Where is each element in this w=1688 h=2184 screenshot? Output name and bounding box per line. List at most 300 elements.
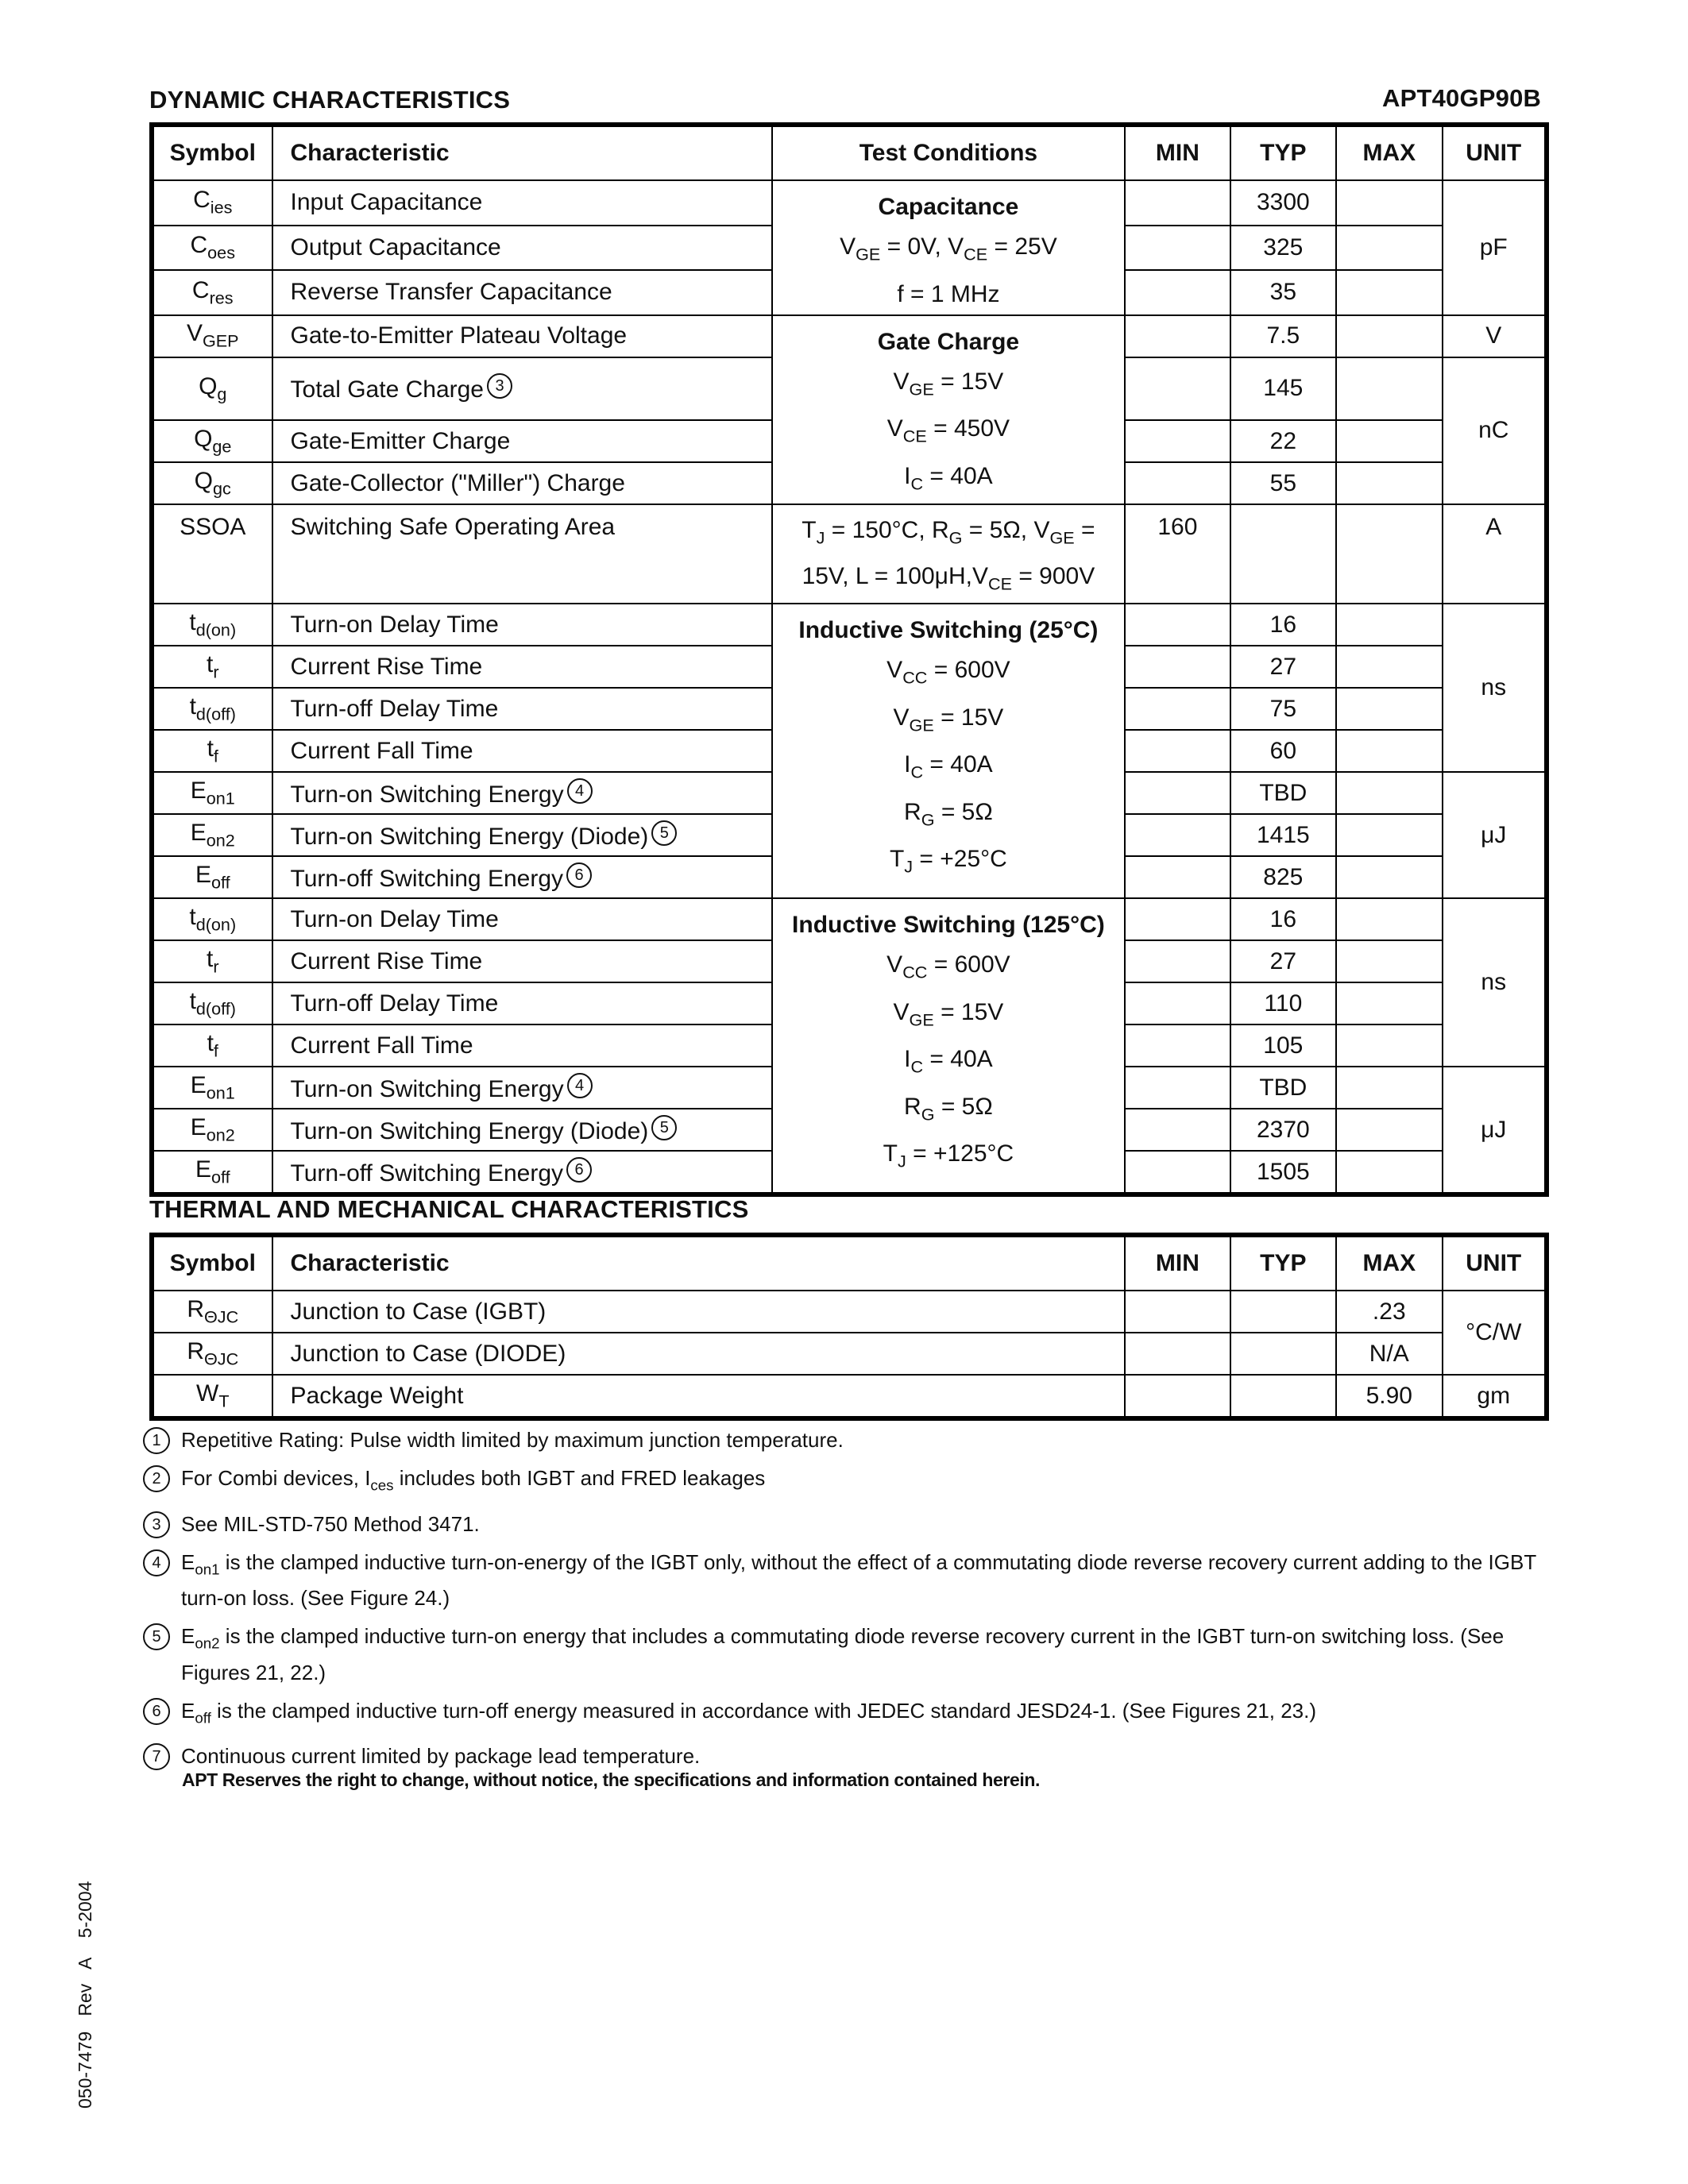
symbol-subscript: ΘJC [204, 1349, 239, 1369]
cell-min [1125, 940, 1230, 982]
cell-typ: 60 [1230, 730, 1336, 772]
cell-max: 5.90 [1336, 1375, 1442, 1418]
cell-symbol [152, 1375, 272, 1418]
condition-line-subscript: J [897, 1152, 906, 1172]
cell-symbol [152, 982, 272, 1024]
cell-max: N/A [1336, 1333, 1442, 1375]
cond-value: = 0V, [880, 233, 948, 260]
cond-value: = 150°C, [825, 517, 932, 544]
cell-unit: V [1443, 315, 1547, 357]
characteristic-text: Input Capacitance [290, 189, 483, 216]
footnote-text: Continuous current limited by package lead temperature. [181, 1744, 701, 1769]
symbol-main: C [191, 276, 210, 303]
cell-symbol [152, 1067, 272, 1109]
condition-line-subscript: C [910, 473, 924, 494]
footnote-number: 7 [143, 1743, 170, 1770]
cell-unit: μJ [1443, 1067, 1547, 1194]
cell-max [1336, 940, 1442, 982]
symbol-main: R [187, 1295, 204, 1322]
footnote-item [143, 1696, 1541, 1733]
cell-max [1336, 688, 1442, 730]
header-symbol: Symbol [152, 1235, 272, 1291]
cell-symbol [152, 814, 272, 856]
footnote-text: See MIL-STD-750 Method 3471. [181, 1511, 480, 1536]
cond-symbol: V [971, 562, 988, 589]
cell-typ: 16 [1230, 604, 1336, 646]
cell-typ: 3300 [1230, 180, 1336, 226]
symbol-subscript: off [211, 1167, 230, 1187]
symbol-main: E [190, 1072, 207, 1098]
cell-typ: 1415 [1230, 814, 1336, 856]
header-typ: TYP [1230, 1235, 1336, 1291]
symbol-main: Q [194, 425, 213, 452]
cell-min [1125, 357, 1230, 421]
footnote-ref: 6 [566, 1157, 592, 1183]
cell-typ [1230, 1375, 1336, 1418]
condition-line [773, 839, 1125, 887]
characteristic-text: Turn-on Switching Energy (Diode) [290, 823, 649, 850]
cell-typ: 105 [1230, 1024, 1336, 1067]
cell-symbol [152, 180, 272, 226]
condition-line-value: = 5Ω [934, 1093, 993, 1120]
cell-symbol [152, 462, 272, 504]
characteristic-text: Turn-on Switching Energy (Diode) [290, 1117, 649, 1144]
cell-max [1336, 315, 1442, 357]
cell-min [1125, 1151, 1230, 1194]
cell-symbol [152, 1151, 272, 1194]
cell-characteristic [272, 856, 772, 898]
cell-max [1336, 226, 1442, 271]
condition-line-value: = 5Ω [934, 798, 993, 825]
cell-typ [1230, 1291, 1336, 1333]
condition-line [773, 993, 1125, 1040]
cell-unit: A [1443, 504, 1547, 604]
cell-max: .23 [1336, 1291, 1442, 1333]
characteristic-text: Output Capacitance [290, 233, 501, 260]
cell-symbol [152, 1024, 272, 1067]
cell-symbol [152, 604, 272, 646]
cell-typ: 110 [1230, 982, 1336, 1024]
cell-characteristic [272, 982, 772, 1024]
footnote-number: 3 [143, 1511, 170, 1538]
cell-typ: 7.5 [1230, 315, 1336, 357]
footnote-symbol: E [181, 1698, 195, 1723]
cell-typ: 35 [1230, 270, 1336, 315]
cell-symbol [152, 420, 272, 462]
condition-line-value: = 40A [923, 1046, 993, 1073]
characteristic-text: Current Rise Time [290, 653, 483, 680]
cond-value: = 900V [1011, 562, 1095, 589]
cell-characteristic [272, 772, 772, 814]
cell-min [1125, 1333, 1230, 1375]
cell-characteristic [272, 688, 772, 730]
cell-max [1336, 180, 1442, 226]
cell-symbol [152, 646, 272, 688]
condition-line [773, 227, 1125, 275]
cell-test-conditions [772, 504, 1126, 604]
characteristic-text: Current Fall Time [290, 737, 473, 764]
cell-max [1336, 357, 1442, 421]
footnote-symbol: E [181, 1549, 195, 1574]
header-max: MAX [1336, 125, 1442, 180]
symbol-main: C [190, 232, 208, 258]
cell-max [1336, 856, 1442, 898]
cell-unit: ns [1443, 604, 1547, 772]
characteristic-text: Turn-off Switching Energy [290, 1160, 564, 1187]
condition-line-value: = 450V [926, 415, 1010, 442]
cell-min [1125, 898, 1230, 940]
cell-min [1125, 730, 1230, 772]
cell-typ [1230, 504, 1336, 604]
cell-unit: μJ [1443, 772, 1547, 898]
condition-title: Capacitance [878, 194, 1019, 220]
table-row [152, 1291, 1547, 1333]
cell-min [1125, 856, 1230, 898]
condition-line [773, 650, 1125, 698]
cell-characteristic [272, 270, 772, 315]
cell-symbol [152, 270, 272, 315]
condition-line-subscript: J [904, 857, 914, 878]
condition-line-value: = 15V [933, 368, 1004, 395]
symbol-subscript: on1 [206, 788, 235, 808]
symbol-subscript: r [213, 956, 219, 977]
condition-line-symbol: V [893, 368, 910, 395]
table-row [152, 315, 1547, 357]
characteristic-text: Total Gate Charge [290, 376, 484, 403]
cell-min [1125, 462, 1230, 504]
header-max: MAX [1336, 1235, 1442, 1291]
condition-line-subscript: CE [902, 426, 927, 446]
cell-test-conditions [772, 604, 1126, 898]
cell-typ: 2370 [1230, 1109, 1336, 1151]
symbol-subscript: ge [212, 436, 232, 457]
cell-symbol [152, 688, 272, 730]
cell-max [1336, 898, 1442, 940]
cell-symbol [152, 504, 272, 604]
condition-line-value: = +125°C [906, 1140, 1014, 1167]
condition-line-subscript: C [910, 762, 924, 782]
characteristic-text: Turn-on Switching Energy [290, 781, 564, 808]
symbol-main: V [186, 320, 203, 347]
symbol-subscript: d(off) [195, 998, 236, 1019]
cell-symbol [152, 1333, 272, 1375]
cell-max [1336, 1067, 1442, 1109]
cell-typ: 1505 [1230, 1151, 1336, 1194]
table-row [152, 604, 1547, 646]
cell-typ: 75 [1230, 688, 1336, 730]
cell-typ: 27 [1230, 940, 1336, 982]
cell-typ [1230, 1333, 1336, 1375]
cell-symbol [152, 315, 272, 357]
cell-min [1125, 982, 1230, 1024]
cond-value: = 25V [987, 233, 1057, 260]
footnote-subscript: on2 [195, 1634, 220, 1652]
symbol-subscript: gc [213, 478, 231, 499]
cell-max [1336, 1109, 1442, 1151]
footnote-ref: 5 [651, 1115, 677, 1140]
characteristic-text: Turn-off Delay Time [290, 695, 499, 722]
cell-unit: gm [1443, 1375, 1547, 1418]
cond-subscript: G [948, 527, 963, 548]
cell-characteristic [272, 462, 772, 504]
symbol-subscript: off [211, 872, 230, 893]
cond-value: = 5Ω, [962, 517, 1034, 544]
disclaimer: APT Reserves the right to change, without notice, the specifications and information contained herein. [182, 1769, 1040, 1790]
cell-unit: ns [1443, 898, 1547, 1067]
footnote-number: 5 [143, 1623, 170, 1650]
cell-max [1336, 604, 1442, 646]
characteristic-text: Turn-on Delay Time [290, 905, 499, 932]
condition-line-value: = 15V [933, 704, 1004, 731]
symbol-subscript: oes [207, 242, 235, 263]
symbol-subscript: d(on) [195, 914, 237, 935]
symbol-subscript: g [217, 384, 227, 404]
cell-characteristic [272, 940, 772, 982]
symbol-subscript: res [209, 287, 234, 308]
characteristic-text: Turn-on Delay Time [290, 611, 499, 638]
symbol-main: E [190, 778, 207, 804]
header-symbol: Symbol [152, 125, 272, 180]
cell-characteristic: Junction to Case (IGBT) [272, 1291, 1126, 1333]
symbol-main: t [189, 693, 196, 720]
footnote-number: 2 [143, 1465, 170, 1492]
header-min: MIN [1125, 125, 1230, 180]
footnote-subscript: off [195, 1709, 211, 1727]
footnote-text: is the clamped inductive turn-on-energy of the IGBT only, without the effect of a commutating diode reverse recovery current adding to the IGBT turn-on loss. (See Figure 24.) [181, 1549, 1536, 1611]
condition-line-symbol: V [886, 657, 903, 684]
dynamic-characteristics-table [149, 122, 1549, 1197]
symbol-subscript: d(off) [195, 704, 236, 724]
condition-line [773, 945, 1125, 993]
condition-line-symbol: V [886, 951, 903, 978]
characteristic-text: Gate-to-Emitter Plateau Voltage [290, 322, 628, 349]
header-test-conditions: Test Conditions [772, 125, 1126, 180]
table-row [152, 898, 1547, 940]
ssoa-condition-line [773, 558, 1125, 604]
condition-title: Inductive Switching (125°C) [792, 912, 1105, 939]
cell-typ: 145 [1230, 357, 1336, 421]
footnote-number: 4 [143, 1549, 170, 1576]
cell-characteristic: Package Weight [272, 1375, 1126, 1418]
condition-line-symbol: I [904, 1046, 911, 1073]
symbol-main: W [195, 1379, 219, 1406]
condition-line-symbol: V [893, 704, 910, 731]
cell-min [1125, 1024, 1230, 1067]
cell-typ: 22 [1230, 420, 1336, 462]
footnotes [143, 1426, 1541, 1780]
footnote-text: Repetitive Rating: Pulse width limited by maximum junction temperature. [181, 1428, 844, 1452]
header-characteristic: Characteristic [272, 1235, 1126, 1291]
footnote-item [143, 1742, 1541, 1770]
condition-line-symbol: I [904, 751, 911, 778]
cell-characteristic [272, 730, 772, 772]
condition-line [773, 745, 1125, 793]
symbol-main: E [190, 1114, 207, 1140]
characteristic-text: Current Fall Time [290, 1032, 473, 1059]
symbol-main: t [189, 988, 196, 1014]
footnote-text: is the clamped inductive turn-on energy that includes a commutating diode reverse recovery current in the IGBT turn-on switching loss. (See Figures 21, 22.) [181, 1624, 1505, 1684]
ssoa-condition-line [773, 511, 1125, 558]
symbol-main: E [190, 820, 207, 846]
condition-line-value: = 15V [933, 998, 1004, 1025]
header-characteristic: Characteristic [272, 125, 772, 180]
cond-symbol: V [948, 233, 964, 260]
condition-line [773, 409, 1125, 457]
cell-min [1125, 315, 1230, 357]
cell-max [1336, 462, 1442, 504]
cond-symbol: V [840, 233, 856, 260]
cell-test-conditions [772, 898, 1126, 1194]
condition-line-symbol: R [904, 1093, 921, 1120]
part-number: APT40GP90B [1382, 84, 1542, 112]
characteristic-text: Current Rise Time [290, 947, 483, 974]
cell-symbol [152, 226, 272, 271]
cell-typ: TBD [1230, 1067, 1336, 1109]
condition-line [773, 1134, 1125, 1182]
cell-max [1336, 1151, 1442, 1194]
cell-unit: pF [1443, 180, 1547, 315]
cell-typ: 325 [1230, 226, 1336, 271]
condition-line-value: = +25°C [913, 846, 1007, 873]
characteristic-text: Reverse Transfer Capacitance [290, 279, 612, 306]
footnote-ref: 4 [567, 778, 593, 804]
cond-symbol: V [1033, 517, 1050, 544]
condition-line [773, 793, 1125, 840]
symbol-main: t [207, 735, 214, 762]
cell-min [1125, 1067, 1230, 1109]
condition-line: f = 1 MHz [897, 280, 1000, 307]
footnote-number: 6 [143, 1698, 170, 1725]
cond-subscript: J [816, 527, 825, 548]
condition-line-symbol: V [886, 415, 903, 442]
header-min: MIN [1125, 1235, 1230, 1291]
footnote-ref: 3 [487, 373, 512, 399]
condition-line-symbol: T [889, 846, 905, 873]
cond-subscript: GE [1049, 527, 1075, 548]
cell-min [1125, 688, 1230, 730]
symbol-subscript: on2 [206, 1125, 235, 1145]
cell-max [1336, 1024, 1442, 1067]
footnote-subscript: on1 [195, 1561, 220, 1578]
symbol-main: SSOA [180, 514, 246, 541]
cond-value: 15V, L = 100μH, [802, 562, 972, 589]
condition-line-subscript: GE [909, 379, 934, 399]
cell-test-conditions [772, 315, 1126, 505]
cell-typ: 16 [1230, 898, 1336, 940]
condition-line-symbol: I [904, 462, 911, 489]
cell-min [1125, 270, 1230, 315]
cell-symbol [152, 730, 272, 772]
characteristic-text: Gate-Collector ("Miller") Charge [290, 469, 625, 496]
condition-line-value: = 600V [927, 951, 1010, 978]
footnote-item [143, 1548, 1541, 1613]
footnote-item [143, 1426, 1541, 1454]
cell-min [1125, 1109, 1230, 1151]
cond-subscript: GE [856, 244, 881, 264]
footnote-text: is the clamped inductive turn-off energy measured in accordance with JEDEC standard JESD24-1. (See Figures 21, 23.) [211, 1698, 1317, 1723]
footnote-symbol: I [365, 1466, 371, 1490]
condition-line-subscript: G [921, 809, 935, 830]
cell-min [1125, 772, 1230, 814]
footnote-ref: 5 [651, 820, 677, 846]
characteristic-text: Switching Safe Operating Area [290, 514, 616, 541]
cell-min [1125, 420, 1230, 462]
cell-characteristic [272, 646, 772, 688]
condition-line-subscript: G [921, 1104, 935, 1125]
condition-line-symbol: R [904, 798, 921, 825]
cell-max [1336, 730, 1442, 772]
cell-min: 160 [1125, 504, 1230, 604]
cell-min [1125, 814, 1230, 856]
footnote-item [143, 1510, 1541, 1538]
condition-line-value: = 600V [927, 657, 1010, 684]
characteristic-text: Turn-off Switching Energy [290, 865, 564, 892]
header-unit: UNIT [1443, 1235, 1547, 1291]
symbol-subscript: r [213, 662, 219, 682]
table-header-row [152, 1235, 1547, 1291]
cell-symbol [152, 940, 272, 982]
cell-max [1336, 646, 1442, 688]
header-typ: TYP [1230, 125, 1336, 180]
condition-line-value: = 40A [923, 751, 993, 778]
characteristic-text: Turn-off Delay Time [290, 990, 499, 1017]
cell-typ: 55 [1230, 462, 1336, 504]
cell-characteristic [272, 1109, 772, 1151]
cell-characteristic [272, 226, 772, 271]
table-row [152, 504, 1547, 604]
cell-test-conditions [772, 180, 1126, 315]
symbol-subscript: on2 [206, 830, 235, 851]
table-header-row [152, 125, 1547, 180]
cell-min [1125, 1375, 1230, 1418]
cell-min [1125, 604, 1230, 646]
cond-subscript: CE [964, 244, 988, 264]
condition-line-subscript: GE [909, 715, 934, 735]
cell-symbol [152, 772, 272, 814]
symbol-subscript: ΘJC [204, 1306, 239, 1327]
cell-symbol [152, 856, 272, 898]
cell-characteristic [272, 357, 772, 421]
symbol-main: E [195, 1156, 211, 1183]
cell-characteristic [272, 1067, 772, 1109]
cell-characteristic [272, 315, 772, 357]
condition-line-subscript: C [910, 1056, 924, 1077]
condition-title: Gate Charge [877, 328, 1020, 355]
condition-line-value: = 40A [923, 462, 993, 489]
header-unit: UNIT [1443, 125, 1547, 180]
table-row [152, 1333, 1547, 1375]
thermal-characteristics-table [149, 1233, 1549, 1421]
footnote-item [143, 1464, 1541, 1500]
symbol-main: R [187, 1337, 204, 1364]
symbol-main: t [189, 609, 196, 635]
symbol-main: t [206, 651, 214, 677]
symbol-subscript: f [213, 746, 218, 766]
footnote-number: 1 [143, 1427, 170, 1454]
cell-min [1125, 226, 1230, 271]
characteristic-text: Turn-on Switching Energy [290, 1075, 564, 1102]
cell-max [1336, 504, 1442, 604]
cond-symbol: T [802, 517, 817, 544]
cell-unit: °C/W [1443, 1291, 1547, 1375]
footnote-ref: 4 [567, 1073, 593, 1098]
footnote-subscript: ces [370, 1476, 394, 1494]
condition-line [773, 698, 1125, 746]
cell-min [1125, 646, 1230, 688]
cell-symbol [152, 1291, 272, 1333]
cond-value: = [1074, 517, 1095, 544]
condition-line [773, 1087, 1125, 1135]
